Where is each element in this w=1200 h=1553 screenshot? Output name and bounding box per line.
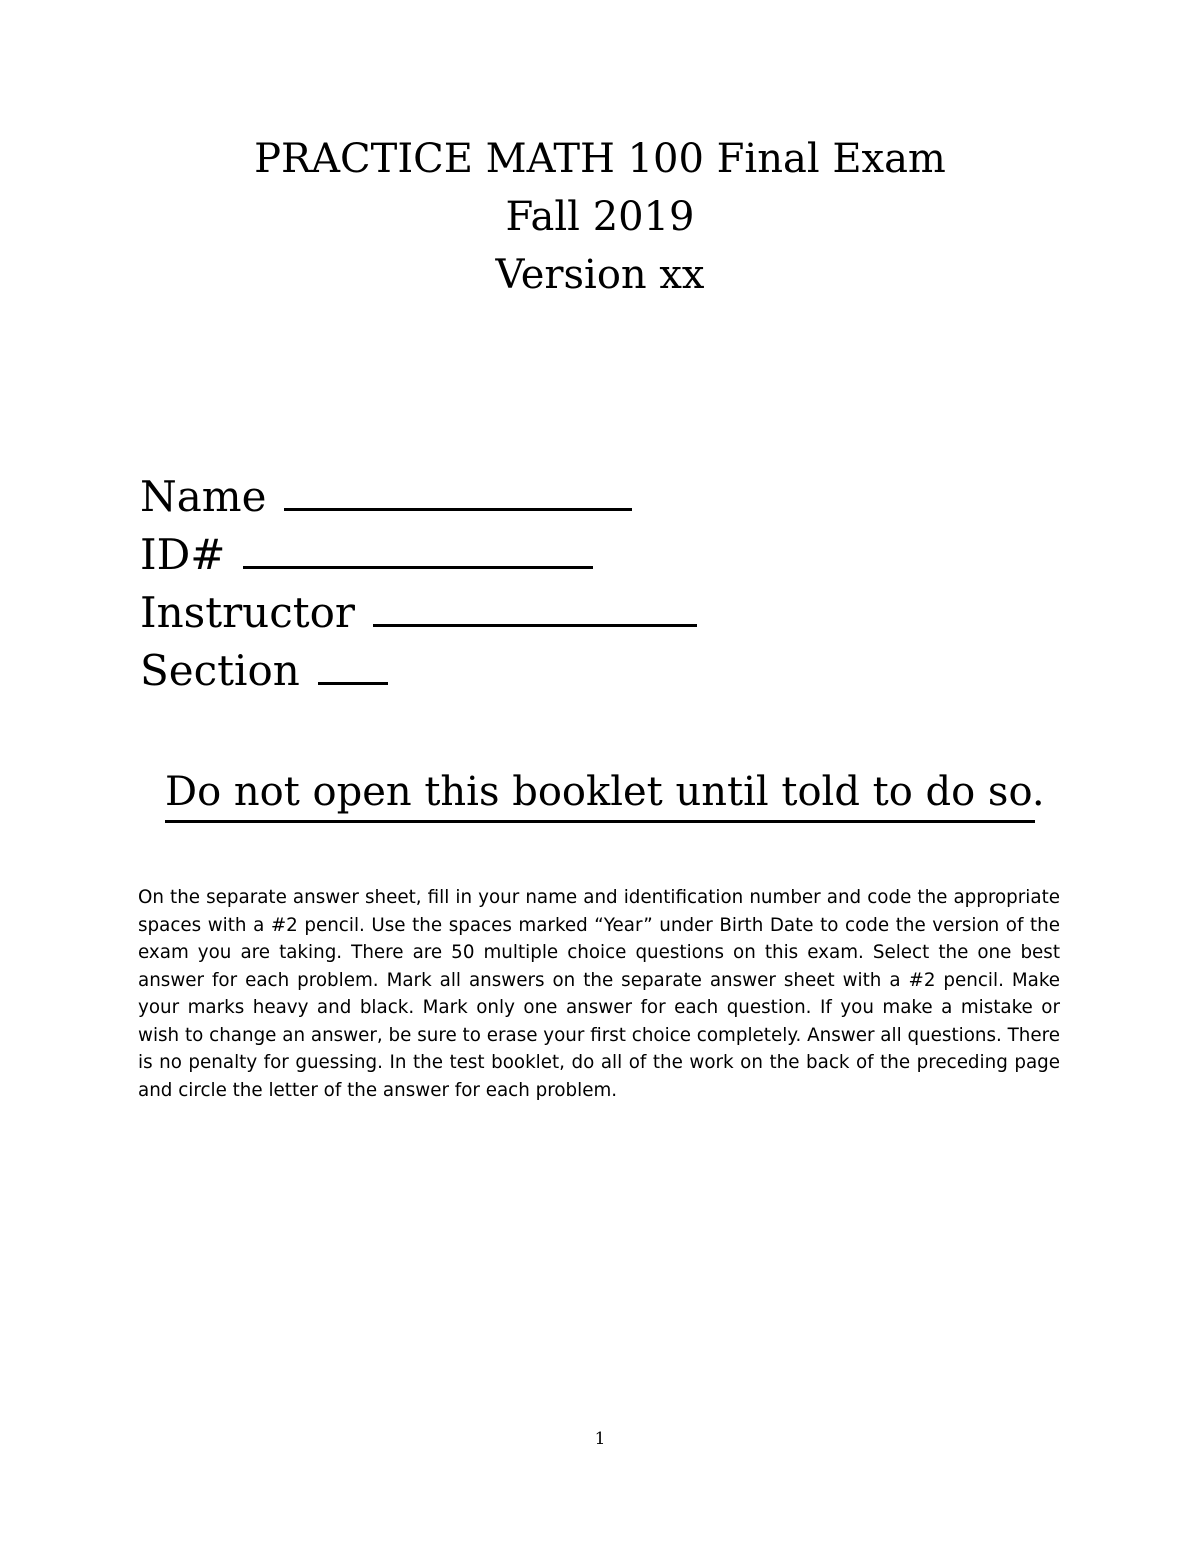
exam-title: PRACTICE MATH 100 Final Exam <box>254 136 946 182</box>
name-field <box>140 468 697 526</box>
section-label: Section <box>140 646 300 695</box>
student-info-fields <box>140 468 697 700</box>
id-label: ID# <box>140 530 226 579</box>
exam-instructions: On the separate answer sheet, fill in your name and identification number and code the appropriate spaces with a #2 pencil. Use the spaces marked “Year” under Birth Date to code the version of the exam you are taking. There are 50 multiple choice questions on this exam. Select the one best answer for each problem. Mark all answers on the separate answer sheet with a #2 pencil. Make your marks heavy and black. Mark only one answer for each question. If you make a mistake or wish to change an answer, be sure to erase your first choice completely. Answer all questions. There is no penalty for guessing. In the test booklet, do all of the work on the back of the preceding page and circle the letter of the answer for each problem. <box>138 887 1060 1101</box>
exam-term: Fall 2019 <box>505 194 695 240</box>
section-blank <box>318 646 388 685</box>
instructor-blank <box>373 588 697 627</box>
exam-title-block <box>0 130 1200 304</box>
page-number: 1 <box>594 1429 606 1449</box>
do-not-open-warning: Do not open this booklet until told to do so. <box>165 769 1045 815</box>
instructor-label: Instructor <box>140 588 355 637</box>
id-field <box>140 526 697 584</box>
warning-underline <box>165 820 1035 823</box>
name-label: Name <box>140 472 267 521</box>
section-field <box>140 642 697 700</box>
exam-version: Version xx <box>495 252 705 298</box>
id-blank <box>243 530 593 569</box>
instructor-field <box>140 584 697 642</box>
name-blank <box>284 472 632 511</box>
